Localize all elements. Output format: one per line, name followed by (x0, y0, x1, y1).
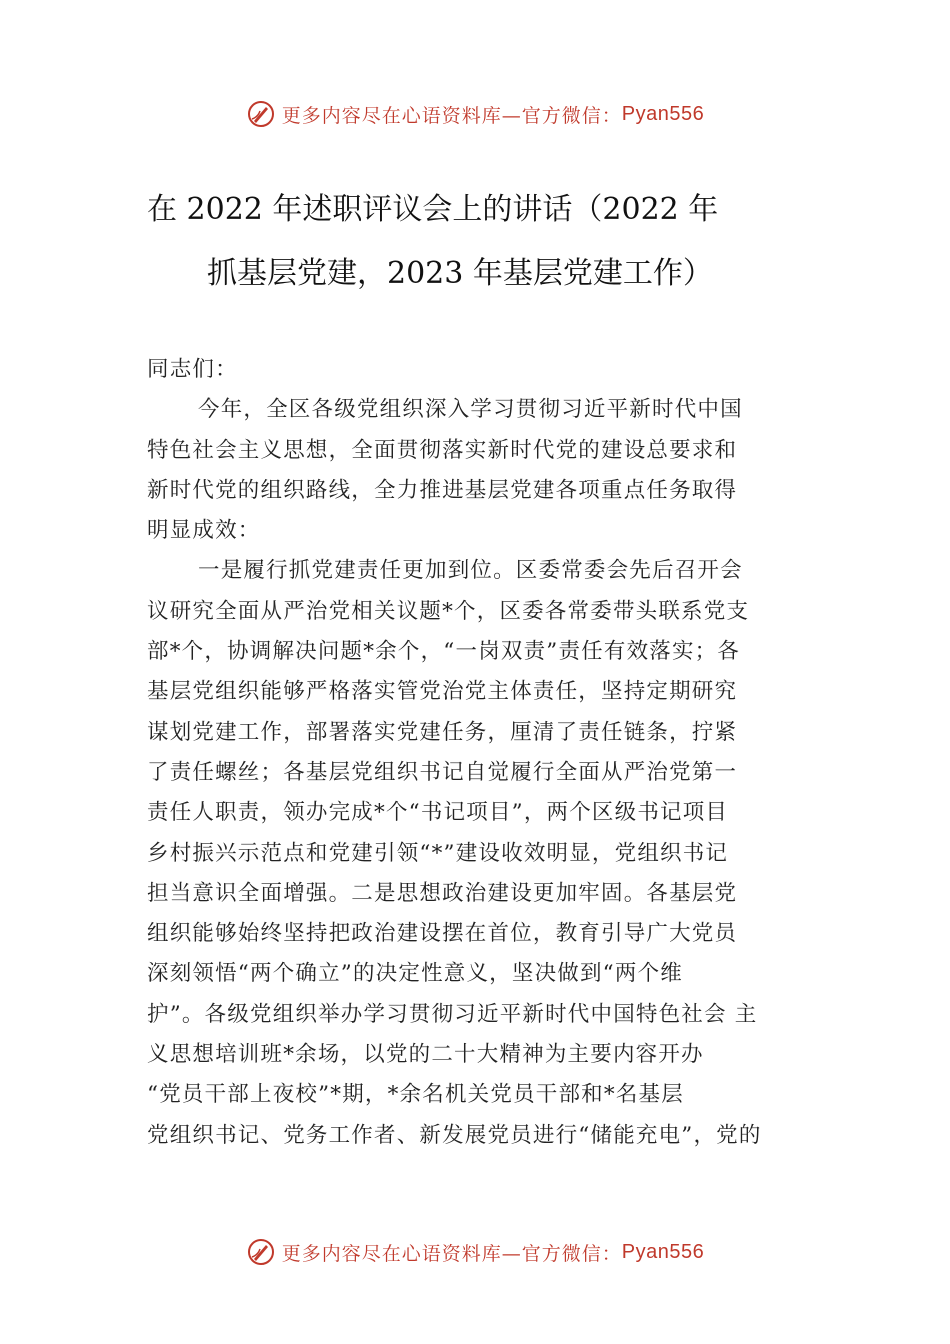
body-line: “党员干部上夜校”*期，*余名机关党员干部和*名基层 (147, 1082, 684, 1108)
body-line: 担当意识全面增强。二是思想政治建设更加牢固。各基层党 (147, 880, 738, 906)
watermark-wechat-id: Pyan556 (621, 102, 705, 125)
body-line: 谋划党建工作，部署落实党建任务，厘清了责任链条，拧紧 (147, 719, 738, 745)
body-line: 深刻领悟“两个确立”的决定性意义，坚决做到“两个维 (147, 961, 683, 987)
body-line: 今年，全区各级党组织深入学习贯彻习近平新时代中国 (198, 397, 743, 423)
body-line: 组织能够始终坚持把政治建设摆在首位，教育引导广大党员 (147, 921, 738, 947)
salutation: 同志们： (147, 357, 238, 382)
body-line: 乡村振兴示范点和党建引领“*”建设收效明显，党组织书记 (147, 840, 729, 866)
header-watermark (0, 94, 950, 134)
body-line: 明显成效： (147, 518, 261, 544)
body-line: 部*个，协调解决问题*余个，“一岗双责”责任有效落实；各 (147, 639, 741, 665)
body-line: 义思想培训班*余场，以党的二十大精神为主要内容开办 (147, 1042, 704, 1068)
watermark-wechat-id: Pyan556 (621, 1240, 705, 1263)
quill-logo-icon (246, 99, 276, 129)
document-title-line-1: 在 2022 年述职评议会上的讲话（2022 年 (147, 192, 719, 227)
body-line: 党组织书记、党务工作者、新发展党员进行“储能充电”，党的 (147, 1122, 762, 1148)
body-line: 责任人职责，领办完成*个“书记项目”，两个区级书记项目 (147, 800, 729, 826)
document-title-line-2: 抓基层党建，2023 年基层党建工作） (207, 256, 713, 291)
body-line: 一是履行抓党建责任更加到位。区委常委会先后召开会 (198, 558, 743, 584)
document-body (147, 350, 807, 1156)
footer-watermark (0, 1232, 950, 1272)
body-line: 了责任螺丝；各基层党组织书记自觉履行全面从严治党第一 (147, 759, 738, 785)
body-line: 护”。各级党组织举办学习贯彻习近平新时代中国特色社会 主 (147, 1001, 758, 1027)
body-line: 基层党组织能够严格落实管党治党主体责任，坚持定期研究 (147, 679, 738, 705)
watermark-text: 更多内容尽在心语资料库—官方微信： (281, 104, 622, 127)
body-line: 议研究全面从严治党相关议题*个，区委各常委带头联系党支 (147, 598, 750, 624)
quill-logo-icon (246, 1237, 276, 1267)
body-line: 新时代党的组织路线，全力推进基层党建各项重点任务取得 (147, 477, 738, 503)
body-line: 特色社会主义思想，全面贯彻落实新时代党的建设总要求和 (147, 437, 738, 463)
watermark-text: 更多内容尽在心语资料库—官方微信： (281, 1242, 622, 1265)
